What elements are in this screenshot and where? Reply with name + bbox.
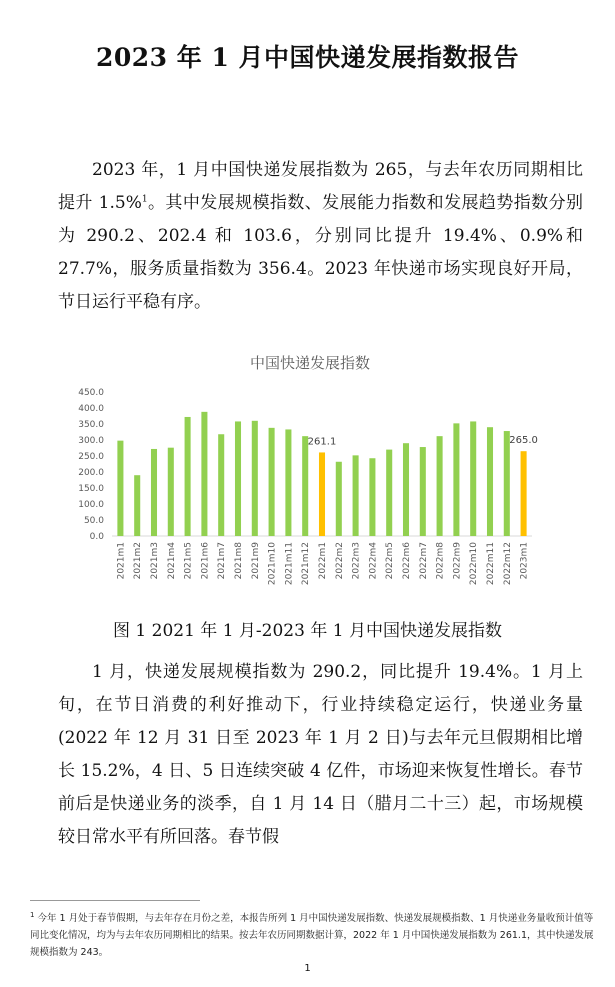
bar-2022m10	[470, 421, 476, 536]
x-tick-label: 2021m12	[301, 542, 312, 586]
y-tick-label: 100.0	[78, 500, 104, 510]
paragraph-1-part1: 2023 年，1 月中国快递发展指数为 265，与去年农历同期相比提升 1.5%	[58, 160, 583, 213]
y-tick-label: 50.0	[83, 516, 104, 526]
figure-caption: 图 1 2021 年 1 月-2023 年 1 月中国快递发展指数	[113, 621, 502, 641]
x-tick-label: 2021m1	[116, 542, 127, 580]
bar-2021m7	[218, 434, 224, 536]
x-tick-label: 2021m4	[166, 542, 177, 580]
page-number: 1	[304, 963, 311, 974]
bar-2021m10	[269, 428, 275, 536]
x-tick-label: 2021m5	[183, 542, 194, 580]
footnote-reference[interactable]: 1	[141, 194, 148, 205]
bar-2022m12	[504, 431, 510, 536]
bar-2021m6	[201, 412, 207, 536]
x-tick-label: 2022m6	[402, 542, 412, 580]
bar-2022m4	[369, 458, 375, 536]
x-tick-label: 2021m9	[250, 542, 261, 580]
paragraph-2	[58, 656, 583, 854]
y-tick-label: 0.0	[89, 532, 104, 542]
x-tick-label: 2022m9	[452, 542, 463, 580]
x-tick-label: 2021m10	[267, 542, 278, 586]
bar-2021m4	[168, 448, 174, 536]
x-tick-label: 2022m11	[486, 542, 496, 586]
footnote	[30, 907, 600, 961]
x-tick-label: 2022m7	[418, 542, 429, 580]
y-tick-label: 200.0	[78, 468, 104, 478]
bar-2022m11	[487, 427, 493, 536]
y-tick-label: 350.0	[78, 420, 104, 430]
y-tick-label: 300.0	[78, 436, 104, 446]
x-tick-label: 2023m1	[519, 542, 530, 580]
x-tick-label: 2022m12	[502, 542, 513, 586]
x-tick-label: 2022m10	[469, 542, 480, 586]
page-title: 2023 年 1 月中国快递发展指数报告	[95, 43, 520, 72]
paragraph-2-text: 1 月，快递发展规模指数为 290.2，同比提升 19.4%。1 月上旬，在节日消费的利好推动下，行业持续稳定运行，快递业务量(2022 年 12 月 31 日至 2023 年 1 月 2 日)与去年元旦假期相比增长 15.2%，4 日、5 日连续突破 4 亿件，市场迎来恢复性增长。春节前后是快递业务的淡季，自 1 月 14 日（腊月二十三）起，市场规模较日常水平有所回落。春节假	[58, 662, 583, 847]
x-tick-label: 2021m11	[284, 542, 295, 586]
x-tick-label: 2022m5	[385, 542, 396, 580]
x-tick-label: 2021m8	[234, 542, 244, 580]
x-tick-label: 2022m4	[368, 542, 379, 580]
x-tick-label: 2022m1	[318, 542, 328, 580]
y-tick-label: 250.0	[78, 452, 104, 462]
bar-2021m12	[302, 436, 308, 536]
data-label: 265.0	[509, 435, 538, 447]
bar-2022m9	[453, 423, 459, 536]
bar-2021m3	[151, 449, 157, 536]
paragraph-1	[58, 154, 583, 319]
bar-2021m2	[134, 475, 140, 536]
x-tick-label: 2022m8	[435, 542, 446, 580]
x-tick-label: 2021m3	[150, 542, 160, 580]
bar-2022m1	[319, 452, 325, 536]
bar-2022m8	[437, 436, 443, 536]
bar-2021m9	[252, 421, 258, 536]
bar-2023m1	[521, 451, 527, 536]
data-label: 261.1	[307, 436, 337, 448]
bar-2021m8	[235, 421, 241, 536]
paragraph-1-part2: 。其中发展规模指数、发展能力指数和发展趋势指数分别为 290.2、202.4 和 103.6，分别同比提升 19.4%、0.9%和 27.7%，服务质量指数为 356.4。2023 年快递市场实现良好开局，节日运行平稳有序。	[58, 193, 583, 312]
x-tick-label: 2021m7	[217, 542, 228, 580]
bar-2022m7	[420, 447, 426, 536]
chart-title: 中国快递发展指数	[249, 354, 371, 372]
y-tick-label: 150.0	[78, 484, 104, 494]
bar-2022m5	[386, 450, 392, 536]
bar-2021m1	[117, 441, 123, 536]
x-tick-label: 2022m3	[351, 542, 362, 580]
x-tick-label: 2022m2	[334, 542, 345, 580]
bar-2022m3	[353, 455, 359, 536]
bar-2022m6	[403, 443, 409, 536]
bar-2022m2	[336, 462, 342, 536]
footnote-separator	[30, 900, 200, 901]
footnote-text: 今年 1 月处于春节假期，与去年存在月份之差，本报告所列 1 月中国快递发展指数、快递发展规模指数、1 月快递业务量收预计值等同比变化情况，均为与去年农历同期相比的结果。按去年农历同期数据计算，2022 年 1 月中国快递发展指数为 261.1，其中快递发展规模指数为 243。	[30, 913, 594, 959]
footnote-marker: 1	[30, 911, 35, 919]
express-index-bar-chart	[60, 348, 560, 598]
y-tick-label: 400.0	[78, 404, 104, 414]
x-tick-label: 2021m6	[200, 542, 211, 580]
bar-2021m11	[285, 429, 291, 536]
bar-2021m5	[185, 417, 191, 536]
y-tick-label: 450.0	[78, 388, 104, 398]
x-tick-label: 2021m2	[133, 542, 144, 580]
